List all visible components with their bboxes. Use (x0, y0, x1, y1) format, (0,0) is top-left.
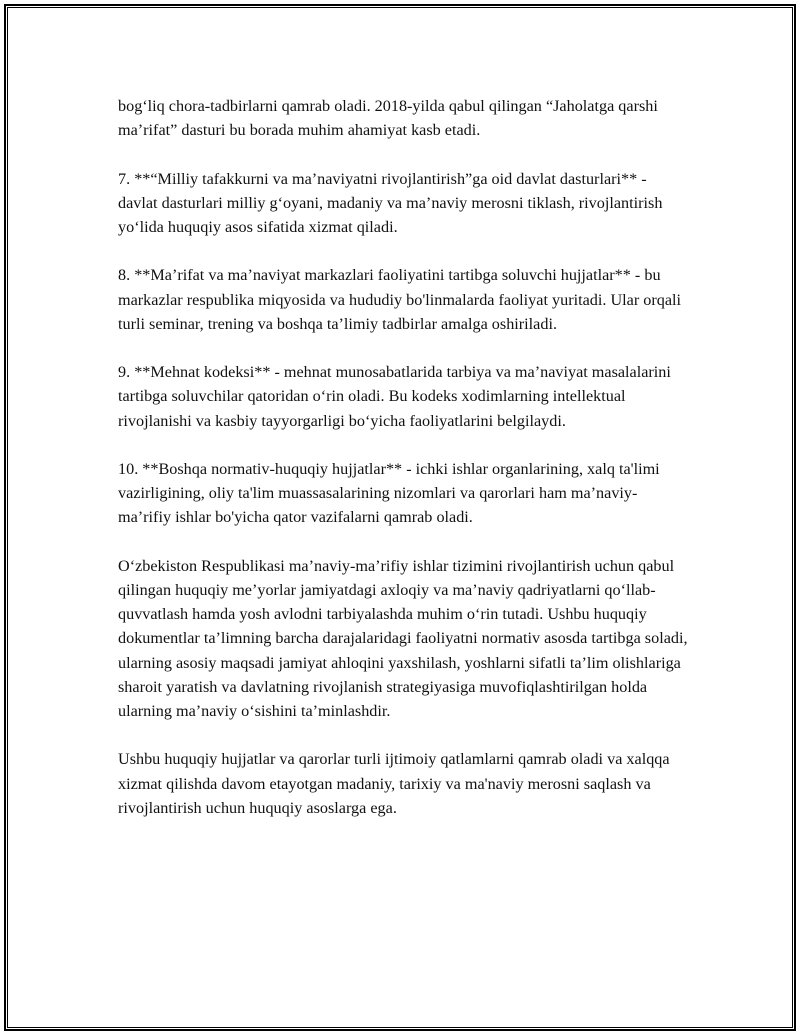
document-body (118, 94, 688, 844)
paragraph-conclusion: Ushbu huquqiy hujjatlar va qarorlar turli ijtimoiy qatlamlarni qamrab oladi va xalqqa xizmat qilishda davom etayotgan madaniy, tarixiy va ma'naviy merosni saqlash va rivojlantirish uchun huquqiy asoslarga ega. (118, 750, 670, 817)
paragraph-intro-continuation: bog‘liq chora-tadbirlarni qamrab oladi. 2018-yilda qabul qilingan “Jaholatga qarshi ma’rifat” dasturi bu borada muhim ahamiyat kasb etadi. (118, 97, 658, 140)
paragraph-item-9: 9. **Mehnat kodeksi** - mehnat munosabatlarida tarbiya va ma’naviyat masalalarini tartibga soluvchilar qatoridan o‘rin oladi. Bu kodeks xodimlarning intellektual rivojlanishi va kasbiy tayyorgarligi bo‘yicha faoliyatlarini belgilaydi. (118, 363, 671, 430)
paragraph-item-10: 10. **Boshqa normativ-huquqiy hujjatlar** - ichki ishlar organlarining, xalq ta'limi vazirligining, oliy ta'lim muassasalarining nizomlari va qarorlari ham ma’naviy-ma’rifiy ishlar bo'yicha qator vazifalarni qamrab oladi. (118, 459, 660, 527)
paragraph-item-7: 7. **“Milliy tafakkurni va ma’naviyatni rivojlantirish”ga oid davlat dasturlari** - davlat dasturlari milliy g‘oyani, madaniy va ma’naviy merosni tiklash, rivojlantirish yo‘lida huquqiy asos sifatida xizmat qiladi. (118, 169, 663, 236)
paragraph-summary: O‘zbekiston Respublikasi ma’naviy-ma’rifiy ishlar tizimini rivojlantirish uchun qabul qilingan huquqiy me’yorlar jamiyatdagi axloqiy va ma’naviy qadriyatlarni qo‘llab-quvvatlash hamda yosh avlodni tarbiyalashda muhim o‘rin tutadi. Ushbu huquqiy dokumentlar ta’limning barcha darajalaridagi faoliyatni normativ asosda tartibga soladi, ularning asosiy maqsadi jamiyat ahloqini yaxshilash, yoshlarni sifatli ta’lim olishlariga sharoit yaratish va davlatning rivojlanish strategiyasiga muvofiqlashtirilgan holda ularning ma’naviy o‘sishini ta’minlashdir. (118, 556, 688, 720)
paragraph-item-8: 8. **Ma’rifat va ma’naviyat markazlari faoliyatini tartibga soluvchi hujjatlar** - bu markazlar respublika miqyosida va hududiy bo'linmalarda faoliyat yuritadi. Ular orqali turli seminar, trening va boshqa ta’limiy tadbirlar amalga oshiriladi. (118, 266, 682, 333)
